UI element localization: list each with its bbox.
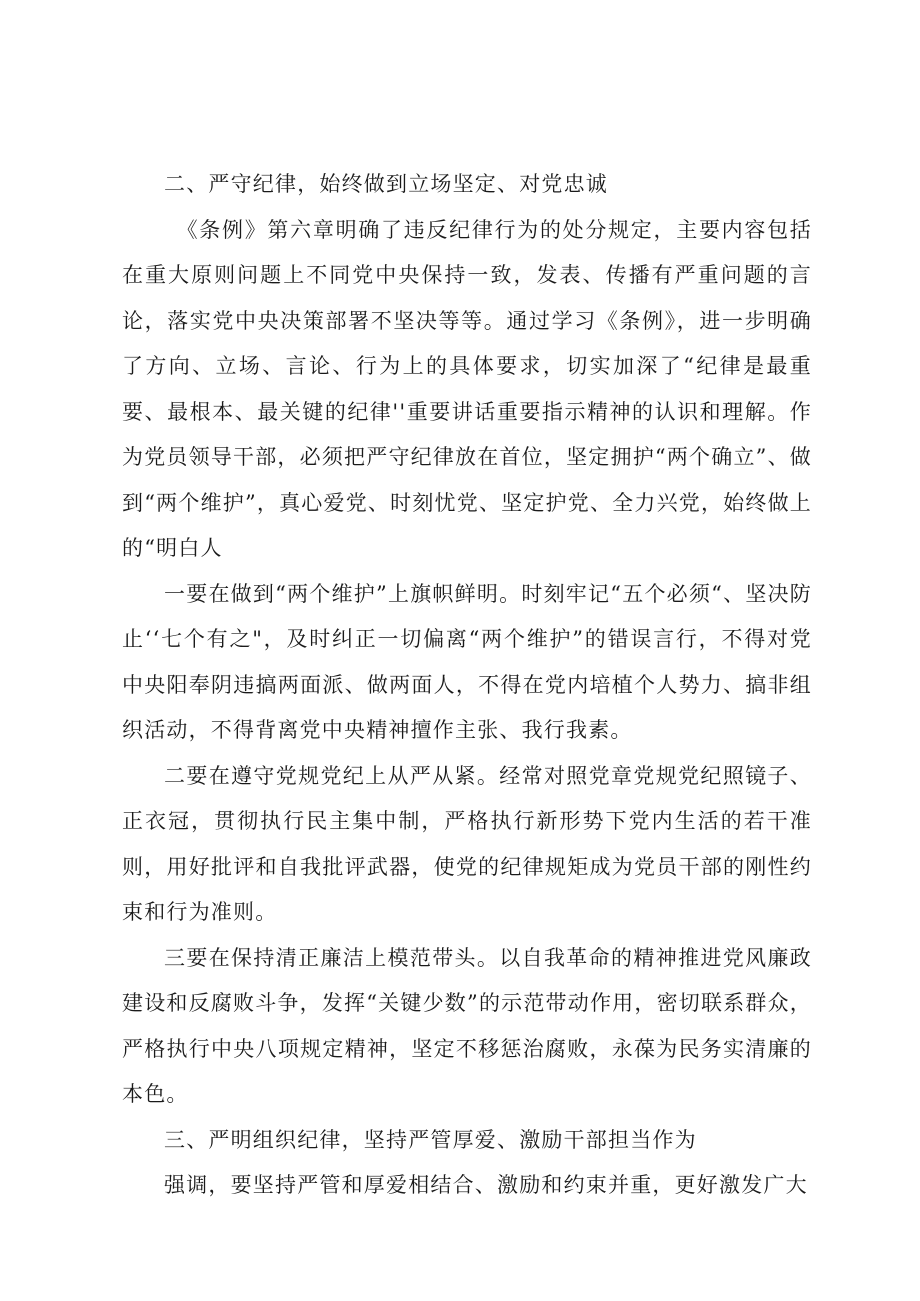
paragraph-strict-management: 强调，要坚持严管和厚爱相结合、激励和约束并重，更好激发广大 (164, 1173, 808, 1197)
paragraph-regulations: 《条例》第六章明确了违反纪律行为的处分规定，主要内容包括在重大原则问题上不同党中央保持一致，发表、传播有严重问题的言论，落实党中央决策部署不坚决等等。通过学习《条例》，进一步明确了方向、立场、言论、行为上的具体要求，切实加深了“纪律是最重要、最根本、最关键的纪律''重要讲话重要指示精神的认识和理解。作为党员领导干部，必须把严守纪律放在首位，坚定拥护“两个确立”、做到“两个维护”，真心爱党、时刻忧党、坚定护党、全力兴党，始终做上的“明白人 (122, 217, 812, 560)
paragraph-party-discipline: 二要在遵守党规党纪上从严从紧。经常对照党章党规党纪照镜子、正衣冠，贯彻执行民主集中制，严格执行新形势下党内生活的若干准则，用好批评和自我批评武器，使党的纪律规矩成为党员干部的刚性约束和行为准则。 (122, 763, 812, 924)
section-heading-3: 三、严明组织纪律，坚持严管厚爱、激励干部担当作为 (164, 1127, 697, 1152)
section-heading-2: 二、严守纪律，始终做到立场坚定、对党忠诚 (164, 172, 608, 196)
paragraph-two-safeguards: 一要在做到“两个维护”上旗帜鲜明。时刻牢记“五个必须“、坚决防止‘‘七个有之"，及时纠正一切偏离“两个维护”的错误言行，不得对党中央阳奉阴违搞两面派、做两面人，不得在党内培植个人势力、搞非组织活动，不得背离党中央精神擅作主张、我行我素。 (122, 581, 812, 742)
paragraph-integrity: 三要在保持清正廉洁上模范带头。以自我革命的精神推进党风廉政建设和反腐败斗争，发挥“关键少数”的示范带动作用，密切联系群众，严格执行中央八项规定精神，坚定不移惩治腐败，永葆为民务实清廉的本色。 (122, 945, 812, 1106)
document-body (122, 162, 812, 1209)
